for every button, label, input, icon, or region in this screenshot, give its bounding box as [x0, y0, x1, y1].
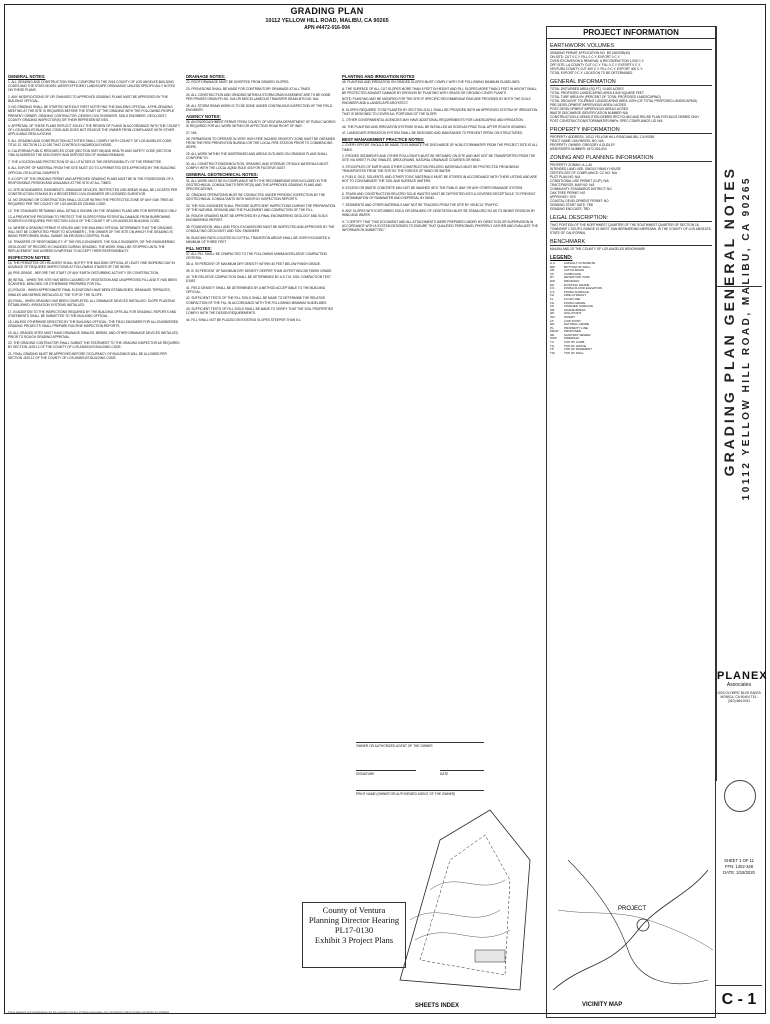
inspection-note: (C) ROUGH - WHEN APPROXIMATE FINAL ELEVATIONS HAVE BEEN ESTABLISHED; DRAINAGE TERRACES, SWALES AND BERMS INSTALLED AT THE TOP OF THE SLOPE. [8, 288, 171, 297]
footer-disclaimer: These drawings and specifications are the exclusive property of Planex Associates. Any reproduction without written permission is prohibited. [8, 1011, 170, 1014]
legend-abbrev: ND [550, 322, 555, 327]
bmp-note: 3. STOCKPILES OF EARTH AND OTHER CONSTRUCTION RELATED MATERIALS MUST BE PROTECTED FROM BEING TRANSPORTED FROM THE SITE BY THE FORCES OF WIND OR WATER. [342, 164, 520, 173]
zoning-info-line: CONDITIONAL USE PERMIT (CUP): N/A [550, 179, 609, 183]
geotech-notes-heading: GENERAL GEOTECHNICAL NOTES: [186, 172, 258, 178]
legend-abbrev: SD [550, 332, 555, 337]
property-info-line: TRACT NAME: N/A PARCEL NO: N/A [550, 139, 604, 143]
earthwork-line: ON-SITE: CUT 0 C.Y. FILL 0 C.Y. EXPORT 0 C.Y. [550, 55, 621, 59]
title-block [237, 6, 417, 31]
zoning-info-heading: ZONING AND PLANNING INFORMATION [550, 155, 712, 162]
legend-meaning: NATURAL GRADE [564, 322, 590, 327]
zoning-info-line: INTENDED LAND USE: SINGLE FAMILY HOUSE [550, 167, 621, 171]
inspection-notes-heading: INSPECTION NOTES: [8, 254, 51, 260]
fill-note: 38. A. 90 PERCENT OF MAXIMUM DRY DENSITY WITHIN 40 FEET BELOW FINISH GRADE. [186, 262, 321, 267]
bmp-notes-heading: BEST MANAGEMENT PRACTICE NOTES: [342, 137, 425, 143]
property-info-line: ASSESSOR'S NUMBER: 4472-016-004 [550, 147, 607, 151]
geotech-note: 35. FOUNDATION, WALL AND POOL EXCAVATIONS MUST BE INSPECTED AND APPROVED BY THE CONSULTING GEOLOGIST AND SOIL ENGINEER. [186, 224, 335, 234]
legend-meaning: BOTTOM OF WALL [564, 264, 591, 269]
general-note: 9. A COPY OF THE GRADING PERMIT AND APPROVED GRADING PLANS MUST BE IN THE POSSESSION OF A RESPONSIBLE PERSON AND AVAILABLE AT THE SITE AT ALL TIMES. [8, 177, 174, 186]
planting-note: 45. PLANTING AND IRRIGATION ON GRADED SLOPES MUST COMPLY WITH THE FOLLOWING MINIMUM GUIDELINES: [342, 80, 521, 85]
zoning-info-line: GRADING END DATE: TBD [550, 207, 590, 211]
planting-note: 46. THE PLANTING AND IRRIGATION SYSTEMS SHALL BE INSTALLED AS SOON AS PRACTICAL AFTER ROUGH GRADING. [342, 124, 527, 129]
county-exhibit-label [302, 902, 406, 968]
zoning-info-line: COASTAL DEVELOPMENT PERMIT: NO [550, 199, 609, 203]
project-information-panel [546, 26, 716, 1018]
legend-meaning: LOW POINT [564, 318, 581, 323]
legend-meaning: FINISHED SURFACE [564, 304, 594, 309]
general-info-heading: GENERAL INFORMATION [550, 79, 712, 86]
legend-meaning: GRADE BREAK [564, 307, 586, 312]
engineer-seal-stamp [724, 780, 756, 812]
legend-abbrev: FG [550, 300, 555, 305]
inspection-note: (B) INITIAL - WHEN THE SITE HAS BEEN CLEARED OF VEGETATION AND UNAPPROVED FILL AND IT HAS BEEN SCARIFIED, BENCHED OR OTHERWISE PREPARED FOR FILL. [8, 277, 177, 286]
general-note: 6. CALIFORNIA PUBLIC RESOURCES CODE (SECTION 5097.98) AND HEALTH AND SAFETY CODE (SECTION 7050.5) ADDRESS THE DISCOVERY AND DISPOSITION OF HUMAN REMAINS. [8, 149, 172, 158]
legend-abbrev: LP [550, 318, 554, 323]
zoning-info-line: CERTIFICATE OF COMPLIANCE: CC NO. N/A [550, 171, 618, 175]
legend-meaning: ASPHALT CONCRETE [564, 261, 596, 265]
agency-note: 29. ALL WORK WITHIN THE WATERSHED AND AREAS OUTLINED ON GRADING PLANS SHALL CONFORM TO: [186, 151, 328, 160]
legend-abbrev: EG [550, 282, 555, 287]
general-note: 1. ALL GRADING AND CONSTRUCTION SHALL CONFORM TO THE 2016 COUNTY OF LOS ANGELES BUILDING CODES AND THE STATE MODEL WATER EFFICIENT LANDSCAPE ORDINANCE UNLESS SPECIFICALLY NOTED ON THESE PLANS. [8, 80, 176, 93]
earthwork-line: GRADING PERMIT APPLICATION NO. BS 1600039(40) [550, 51, 630, 55]
general-info-line: TOTAL DROUGHT TOLERANT LANDSCAPING AREA 100% (OF TOTAL PROPOSED LANDSCAPING) [550, 99, 698, 103]
fill-note: 40. THE RELATIVE COMPACTION SHALL BE DETERMINED BY A.S.T.M. SOIL COMPACTION TEST D1557. [186, 275, 331, 284]
inspection-note: 19. ALL GRADED SITES MUST HAVE DRAINAGE SWALES, BERMS, AND OTHER DRAINAGE DEVICES INSTALLED PRIOR TO ROUGH GRADING APPROVAL. [8, 330, 178, 339]
general-notes-heading: GENERAL NOTES: [8, 74, 46, 79]
inspection-note: 17. IN ADDITION TO THE INSPECTIONS REQUIRED BY THE BUILDING OFFICIAL FOR GRADING, REPORTS AND STATEMENTS SHALL BE SUBMITTED TO THE BUILDING OFFICIAL. [8, 309, 177, 318]
general-note: 12. THE STANDARD RETAINING WALL DETAILS SHOWN ON THE GRADING PLANS ARE FOR REFERENCE ONLY. [8, 208, 178, 213]
legend-heading: LEGEND: [550, 255, 573, 261]
notes-column-2 [186, 72, 336, 324]
notes-column-3 [342, 72, 542, 235]
signature-line-owner: OWNER OR AUTHORIZED AGENT OF THE OWNER [356, 742, 484, 748]
legend-abbrev: BW [550, 264, 555, 269]
signature-line-signature: SIGNATURE [356, 770, 416, 776]
vicinity-map-label: VICINITY MAP [582, 1002, 623, 1008]
bmp-note: 4. FUELS, OILS, SOLVENTS, AND OTHER TOXIC MATERIALS MUST BE STORED IN ACCORDANCE WITH THEIR LISTING AND ARE NOT TO CONTAMINATE THE SOIL AND SURFACE WATERS. [342, 175, 537, 184]
legend-meaning: INVERT [564, 314, 575, 319]
legend-meaning: TOP OF CURB [564, 340, 585, 345]
drainage-note: 23. PROVISIONS SHALL BE MADE FOR CONTRIBUTORY DRAINAGE AT ALL TIMES. [186, 86, 311, 91]
zoning-info-line: APPROVED: YES [550, 195, 576, 199]
bmp-note: 9. "I CERTIFY THAT THIS DOCUMENT AND ALL ATTACHMENTS WERE PREPARED UNDER MY DIRECTION OR SUPERVISION IN ACCORDANCE WITH A SYSTEM DESIGNED TO ENSURE THAT QUALIFIED PERSONNEL PROPERLY GATHER AND EVALUATE THE INFORMATION SUBMITTED." [342, 219, 538, 233]
benchmark-text: MALIBU AND 20' THE COUNTY OF LOS ANGELES BENCHMARK [550, 247, 646, 251]
benchmark-heading: BENCHMARK [550, 239, 712, 246]
legend-abbrev: TG [550, 343, 555, 348]
legend-meaning: TOP OF GRATE [564, 343, 587, 348]
general-note: 4. APPROVAL OF THESE PLANS REFLECT SOLELY THE REVIEW OF PLANS IN ACCORDANCE WITH THE COUNTY OF LOS ANGELES BUILDING CODE AND DOES NOT RELIEVE THE OWNER FROM COMPLIANCE WITH OTHER APPLICABLE REGULATIONS. [8, 124, 180, 137]
bmp-note: 6. TRASH AND CONSTRUCTION RELATED SOLID WASTES MUST BE DEPOSITED INTO A COVERED RECEPTACLE TO PREVENT CONTAMINATION OF RAINWATER AND DISPERSAL BY WIND. [342, 192, 536, 201]
general-note: 13. A PREVENTIVE PROGRAM TO PROTECT THE SLOPES FROM POTENTIAL DAMAGE FROM BURROWING RODENTS IS REQUIRED PER SECTION J101.8 OF THE COUNTY OF LOS ANGELES BUILDING CODE. [8, 215, 171, 224]
bmp-note: 2. ERODED SEDIMENTS AND OTHER POLLUTANTS MUST BE RETAINED ON-SITE AND MAY NOT BE TRANSPORTED FROM THE SITE VIA SHEET FLOW, SWALES, AREA DRAINS, NATURAL DRAINAGE COURSES OR WIND. [342, 154, 536, 163]
general-info-line: CONSTRUCTION & DEMOLITION DEBRIS RECYCLING AND REUSE PLAN FOR BLDG DEBRIS ONLY [550, 115, 700, 119]
general-info-line: TOTAL PROPOSED LANDSCAPING AREA 4,500 SQUARE FEET [550, 91, 644, 95]
planting-note: A. THE SURFACE OF ALL CUT SLOPES MORE THAN 5 FEET IN HEIGHT AND FILL SLOPES MORE THAN 3 FEET IN HEIGHT SHALL BE PROTECTED AGAINST DAMAGE BY EROSION BY PLANTING WITH GRASS OR GROUND COVER PLANTS. [342, 86, 537, 95]
general-info-line: WASTE DISCHARGE IDENTIFICATION NUMBER N/A [550, 111, 628, 115]
legend-abbrev: FS [550, 304, 554, 309]
inspection-note: 18. UNLESS OTHERWISE DIRECTED BY THE BUILDING OFFICIAL, THE FIELD ENGINEER FOR ALL ENGINEERED GRADING PROJECTS SHALL PREPARE ROUTINE INSPECTION REPORTS. [8, 320, 179, 329]
plan-title: GRADING PLAN [290, 6, 364, 16]
firm-logo-sub: Associates [726, 682, 752, 688]
drainage-note: 22. ROOF DRAINAGE MUST BE DIVERTED FROM GRADED SLOPES. [186, 80, 290, 85]
legend-meaning: FLOW LINE [564, 296, 581, 301]
general-info-line: TOTAL DISTURBED AREA (SQ.FT.) 10,600 ACRES [550, 87, 624, 91]
bmp-note: 7. SEDIMENTS AND OTHER MATERIALS MAY NOT BE TRACKED FROM THE SITE BY VEHICLE TRAFFIC. [342, 202, 499, 207]
bmp-note: 5. EXCESS OR WASTE CONCRETE MAY NOT BE WASHED INTO THE PUBLIC WAY OR ANY OTHER DRAINAGE SYSTEM. [342, 185, 524, 190]
legend-meaning: EXISTING GRADE [564, 282, 590, 287]
agency-note: 28. PERMISSION TO OPERATE IN VERY HIGH FIRE HAZARD SEVERITY ZONE MUST BE OBTAINED FROM THE FIRE PREVENTION BUREAU OR THE LOCAL FIRE STATION PRIOR TO COMMENCING WORK. [186, 136, 336, 150]
county-hearing: Planning Director Hearing [308, 915, 400, 925]
legal-description-heading: LEGAL DESCRIPTION: [550, 215, 712, 222]
planting-note: C. OTHER GOVERNMENTAL AGENCIES MAY HAVE ADDITIONAL REQUIREMENTS FOR LANDSCAPING AND IRRIGATION. [342, 118, 524, 123]
legend-abbrev: F.F. [550, 286, 555, 291]
legend-abbrev: INV [550, 314, 556, 319]
project-information-header: PROJECT INFORMATION [547, 27, 715, 39]
sheet-info-block [716, 858, 762, 876]
plan-address: 10112 YELLOW HILL ROAD, MALIBU, CA 90265 [265, 18, 389, 24]
drainage-note: 25. ALL STORM DRAIN WORK IS TO BE DONE UNDER CONTINUOUS INSPECTION OF THE FIELD ENGINEER. [186, 103, 333, 112]
general-info-line: POST CONSTRUCTION/STORMWATER BMPs: SPEC COMPLIANCE LID N/A [550, 119, 663, 123]
zoning-info-line: TRACT/PARCEL MAP NO: N/A [550, 183, 595, 187]
legend-meaning: FINISH SURFACE [564, 289, 589, 294]
property-info-heading: PROPERTY INFORMATION [550, 127, 712, 134]
agency-note: 30. ALL CONSTRUCTION/DEMOLITION, GRADING, AND STORAGE OF BULK MATERIALS MUST COMPLY WITH THE LOCAL AQMD RULE 403 FOR FUGITIVE DUST. [186, 162, 329, 171]
earthwork-line: OVER-EXCAVATION & REMOVAL & RECOMPACTION 1,000 C.Y. [550, 59, 645, 63]
firm-block [717, 670, 768, 703]
firm-logo-name: PLANEX [717, 670, 768, 682]
zoning-info-line: COMMUNITY STANDARDS DISTRICT: NO [550, 187, 612, 191]
geotech-note: 34. ROUGH GRADING MUST BE APPROVED BY A FINAL ENGINEERING GEOLOGY AND SOILS ENGINEERING REPORT. [186, 214, 328, 223]
planting-notes-heading: PLANTING AND IRRIGATION NOTES [342, 74, 415, 79]
legend-abbrev: DT [550, 275, 554, 280]
inspection-note: 20. THE GRADING CONTRACTOR SHALL SUBMIT THE STATEMENT TO THE GRADING INSPECTOR AS REQUIRED BY SECTION J105.12 OF THE COUNTY OF LOS ANGELES BUILDING CODE. [8, 341, 180, 350]
county-exhibit: Exhibit 3 Project Plans [314, 935, 394, 945]
fill-note: 43. SUFFICIENT TESTS OF FILL SOILS SHALL BE MADE TO VERIFY THAT THE SOIL PROPERTIES COMPLY WITH THE DESIGN REQUIREMENTS. [186, 307, 333, 316]
bmp-note: 8. ANY SLOPES WITH DISTURBED SOILS OR DENUDED OF VEGETATION MUST BE STABILIZED SO AS TO INHIBIT EROSION BY WIND AND WATER. [342, 209, 536, 218]
general-note: 8. ALL EXPORT OF MATERIAL FROM THE SITE MUST GO TO A PERMITTED SITE APPROVED BY THE BUILDING OFFICIAL OR A LEGAL DUMPSITE. [8, 166, 176, 175]
inspection-note: (D) FINAL - WHEN GRADING HAS BEEN COMPLETED; ALL DRAINAGE DEVICES INSTALLED; SLOPE PLANTING ESTABLISHED, IRRIGATION SYSTEMS INSTALLED. [8, 299, 176, 308]
fill-note: 42. SUFFICIENT TESTS OF THE FILL SOILS SHALL BE MADE TO DETERMINE THE RELATIVE COMPACTION OF THE FILL IN ACCORDANCE WITH THE FOLLOWING MINIMUM GUIDELINES. [186, 296, 328, 305]
general-note: 5. ALL GRADING AND CONSTRUCTION ACTIVITIES SHALL COMPLY WITH COUNTY OF LOS ANGELES CODE, TITLE 12, SECTION 12.12.030 THAT CONTROLS HAZARDOUS NOISE. [8, 138, 173, 147]
general-note: 3. NO GRADING SHALL BE STARTED WITHOUT FIRST NOTIFYING THE BUILDING OFFICIAL. A PRE-GRADING MEETING AT THE SITE IS REQUIRED BEFORE THE START OF THE GRADING WITH THE FOLLOWING PEOPLE PRESENT: OWNER, GRADING CONTRACTOR, DESIGN CIVIL ENGINEER, SOILS ENGINEER, GEOLOGIST, COUNTY GRADING INSPECTOR(S) OR THEIR REPRESENTATIVES. [8, 105, 175, 122]
legend-meaning: PROPERTY LINE [564, 325, 588, 330]
legend-abbrev: CF [550, 271, 554, 276]
inspection-note: 16. THE PERMITTEE OR HIS AGENT SHALL NOTIFY THE BUILDING OFFICIAL AT LEAST ONE WORKING DAY IN ADVANCE OF REQUIRED INSPECTIONS AT FOLLOWING STAGES OF THE WORK. [8, 260, 175, 269]
agency-note: 27. N/A [186, 130, 197, 135]
legend-abbrev: HP [550, 311, 555, 316]
agency-notes-heading: AGENCY NOTES: [186, 113, 221, 119]
fill-note: 44. FILL SHALL NOT BE PLACED ON EXISTING SLOPES STEEPER THAN 5:1. [186, 317, 302, 322]
signature-line-date: DATE [440, 770, 484, 776]
bmp-note: 1. EVERY EFFORT SHOULD BE MADE TO ELIMINATE THE DISCHARGE OF NON-STORMWATER FROM THE PROJECT SITE AT ALL TIMES. [342, 143, 538, 152]
geotech-note: 33. THE SOIL ENGINEER SHALL PROVIDE SUFFICIENT INSPECTIONS DURING THE PREPARATION OF THE NATURAL GROUND AND THE PLACEMENT AND COMPACTION OF THE FILL. [186, 203, 336, 212]
general-info-line: PRE-DEVELOPMENT IMPERVIOUS AREA 0 ACRES [550, 103, 627, 107]
vicinity-project-label: PROJECT [618, 906, 647, 912]
legend-meaning: FINISH FLOOR ELEVATION [564, 286, 603, 291]
legend-meaning: CATCH BASIN [564, 268, 584, 273]
general-note: 15. TRANSFER OF RESPONSIBILITY: IF THE FIELD ENGINEER, THE SOILS ENGINEER, OR THE ENGINEERING GEOLOGIST OF RECORD IS CHANGED DURING GRADING, THE WORK SHALL BE STOPPED UNTIL THE REPLACEMENT HAS AGREED IN WRITING TO ACCEPT THEIR RESPONSIBILITY. [8, 240, 175, 253]
property-info-line: PROPERTY ADDRESS: 10112 YELLOW HILL ROAD MALIBU, CA 90265 [550, 135, 655, 139]
plan-apn: APN #4472-016-004 [304, 25, 350, 31]
legend-abbrev: FL [550, 296, 554, 301]
legend-meaning: DRIVEWAY [564, 278, 580, 283]
legend-meaning: HIGH POINT [564, 311, 582, 316]
planting-note: B. SLOPES REQUIRED TO BE PLANTED BY SECTION J110.1 SHALL BE PROVIDED WITH AN APPROVED SYSTEM OF IRRIGATION THAT IS DESIGNED TO COVER ALL PORTIONS OF THE SLOPE. [342, 107, 538, 116]
legend-row [550, 352, 712, 356]
geotech-note: 31. ALL WORK MUST BE IN COMPLIANCE WITH THE RECOMMENDATIONS INCLUDED IN THE GEOTECHNICAL CONSULTANT'S REPORT(S) AND THE APPROVED GRADING PLANS AND SPECIFICATIONS. [186, 178, 327, 191]
ffn-number: FFN: 1402-348 [724, 864, 754, 869]
general-info-line: POST-DEVELOPMENT IMPERVIOUS AREA 0 ACRES [550, 107, 628, 111]
zoning-info-line: PLOT PLAN NO: N/A [550, 175, 581, 179]
legend-meaning: SANITARY SEWER [564, 332, 591, 337]
sheets-index-label: SHEETS INDEX [415, 1003, 460, 1009]
general-note: 14. WHERE A GRADING PERMIT IS ISSUED AND THE BUILDING OFFICIAL DETERMINES THAT THE GRADING WILL NOT BE COMPLETED PRIOR TO NOVEMBER 1, THE OWNER OF THE SITE ON WHICH THE GRADING IS BEING PERFORMED SHALL SUBMIT AN EROSION CONTROL PLAN. [8, 225, 173, 238]
sheets-index-map [380, 800, 540, 1000]
fill-note: 37. ALL FILL SHALL BE COMPACTED TO THE FOLLOWING MINIMUM RELATIVE COMPACTION CRITERIA: [186, 251, 327, 260]
legend-abbrev: PL [550, 325, 554, 330]
property-info-line: PROPERTY OWNER: GREGORY A DUDLEY [550, 143, 615, 147]
revision-block [716, 26, 762, 287]
planting-note: 47. LANDSCAPE IRRIGATION SYSTEM SHALL BE DESIGNED AND MAINTAINED TO PREVENT SPRAY ON STRUCTURES. [342, 131, 523, 136]
legend-abbrev: PROP [550, 329, 559, 334]
earthwork-line: TOTAL EXPORT 0 C.Y. LOCATION TO BE DETERMINED [550, 71, 633, 75]
sheet-title-vertical: GRADING PLAN GENERAL NOTES [721, 166, 737, 477]
zoning-info-line: PROPERTY ZONING: A-1-40 [550, 163, 592, 167]
fill-note: 39. B. 93 PERCENT OF MAXIMUM DRY DENSITY DEEPER THAN 40 FEET BELOW FINISH GRADE. [186, 268, 333, 273]
legal-description-text: THAT PORTION OF THE NORTHWEST QUARTER OF THE SOUTHWEST QUARTER OF SECTION 18, TOWNSHIP 1 SOUTH, RANGE 19 WEST, SAN BERNARDINO MERIDIAN, IN THE COUNTY OF LOS ANGELES, STATE OF CALIFORNIA. [550, 223, 712, 235]
sheet-number: C - 1 [716, 985, 762, 1013]
county-name: County of Ventura [322, 905, 386, 915]
legend-meaning: CURB FACE [564, 271, 582, 276]
legend-abbrev: GB [550, 307, 555, 312]
firm-address: 1003 OLYMPIC BLVD SANTA MONICA, CA 90404 TEL: (310) 664-0011 [717, 691, 761, 703]
general-info-line: TOTAL TURF AREA 0% (PERCENT OF TOTAL PROPOSED LANDSCAPING) [550, 95, 661, 99]
general-note: 10. SITE BOUNDARIES, EASEMENTS, DRAINAGE DEVICES, RESTRICTED USE AREAS SHALL BE LOCATED PER CONSTRUCTION STAKING BY A REGISTERED CIVIL ENGINEER OR LICENSED SURVEYOR. [8, 187, 178, 196]
planting-note: NOTE: PLANTING MAY BE MODIFIED FOR THE SITE IF SPECIFIC RECOMMENDATIONS ARE PROVIDED BY BOTH THE SOILS ENGINEER AND A LANDSCAPE ARCHITECT. [342, 97, 531, 106]
agency-note: 26. AN ENCROACHMENT PERMIT FROM COUNTY OF VENTURA DEPARTMENT OF PUBLIC WORKS IS REQUIRED FOR ALL WORK WITHIN OR AFFECTING ROAD RIGHT OF WAY. [186, 119, 336, 129]
inspection-note: 21. FINAL GRADING MUST BE APPROVED BEFORE OCCUPANCY OF BUILDINGS WILL BE ALLOWED PER SECTION J105.12 OF THE COUNTY OF LOS ANGELES BUILDING CODE. [8, 351, 167, 361]
general-note: 2. ANY MODIFICATIONS OF OR CHANGES TO APPROVED GRADING PLANS MUST BE APPROVED BY THE BUILDING OFFICIAL. [8, 94, 168, 103]
earthwork-line: VENTURA COUNTY CUT 400 C.Y. FILL 0 C.Y. EXPORT 400 C.Y. [550, 67, 643, 71]
legend-abbrev: TP [550, 347, 554, 352]
legend-meaning: TOP OF PAVEMENT [564, 347, 592, 352]
legend-abbrev: DW [550, 278, 555, 283]
zoning-info-line: GRADING START DATE: TBD [550, 203, 594, 207]
inspection-note: (A) PRE-GRADE - BEFORE THE START OF ANY EARTH DISTURBING ACTIVITY OR CONSTRUCTION. [8, 271, 160, 276]
geotech-note: 36. BUILDING PADS LOCATED IN CUT/FILL TRANSITION AREAS SHALL BE OVER EXCAVATED A MINIMUM OF THREE FEET. [186, 235, 330, 244]
fill-notes-heading: FILL NOTES: [186, 245, 212, 251]
legend-abbrev: SWK [550, 336, 557, 341]
earthwork-heading: EARTHWORK VOLUMES [550, 43, 712, 50]
legend-abbrev: FH [550, 293, 554, 298]
earthwork-line: OFF-SITE: LA COUNTY CUT 0 C.Y. FILL 0 C.Y. EXPORT 0 C.Y. [550, 63, 641, 67]
geotech-note: 32. GRADING OPERATIONS MUST BE CONDUCTED UNDER PERIODIC INSPECTION BY THE GEOTECHNICAL CONSULTANTS WITH MONTHLY INSPECTION REPORTS. [186, 193, 326, 202]
legend-abbrev: TC [550, 340, 554, 345]
sheet-date: DATE: 3/18/2020 [723, 870, 755, 875]
sheet-address-vertical: 10112 YELLOW HILL ROAD, MALIBU, CA 90265 [741, 176, 752, 501]
legend-abbrev: TW [550, 350, 555, 355]
legend-meaning: PROPOSED [564, 329, 582, 334]
zoning-info-line: OAK TREE PERMIT: NO [550, 191, 586, 195]
drainage-notes-heading: DRAINAGE NOTES: [186, 74, 226, 79]
notes-column-1 [8, 72, 180, 363]
signature-line-print: PRINT NAME (OWNER OR AUTHORIZED AGENT OF THE OWNER) [356, 790, 484, 796]
legend-meaning: SIDEWALK [564, 336, 580, 341]
legend-abbrev: CB [550, 268, 555, 273]
legend-meaning: FINISH GRADE [564, 300, 586, 305]
legend-meaning: TOP OF WALL [564, 350, 584, 355]
fill-note: 41. FIELD DENSITY SHALL BE DETERMINED BY A METHOD ACCEPTABLE TO THE BUILDING OFFICIAL. [186, 285, 326, 294]
drainage-note: 24. ALL CONSTRUCTION AND GRADING WITHIN A STORM DRAIN EASEMENT ARE TO BE DONE PER PRIVATE DRAIN PD NO. N/A OR MISCELLANEOUS TRANSFER DRAIN MTD NO. N/A. [186, 93, 331, 102]
general-note: 11. NO GRADING OR CONSTRUCTION SHALL OCCUR WITHIN THE PROTECTED ZONE OF ANY OAK TREE AS REQUIRED PER THE COUNTY OF LOS ANGELES ZONING CODE. [8, 198, 174, 207]
legend-list [550, 262, 712, 355]
legend-meaning: DETENTION TANK [564, 275, 590, 280]
county-case-number: PL17-0130 [334, 925, 374, 935]
legend-abbrev: F.S. [550, 289, 556, 294]
general-note: 7. THE LOCATION AND PROTECTION OF ALL UTILITIES IS THE RESPONSIBILITY OF THE PERMITTEE. [8, 159, 163, 164]
legend-meaning: FIRE HYDRANT [564, 293, 587, 298]
sheet-count: SHEET 1 OF 11 [724, 858, 754, 863]
legend-abbrev: A.C. [550, 261, 556, 265]
